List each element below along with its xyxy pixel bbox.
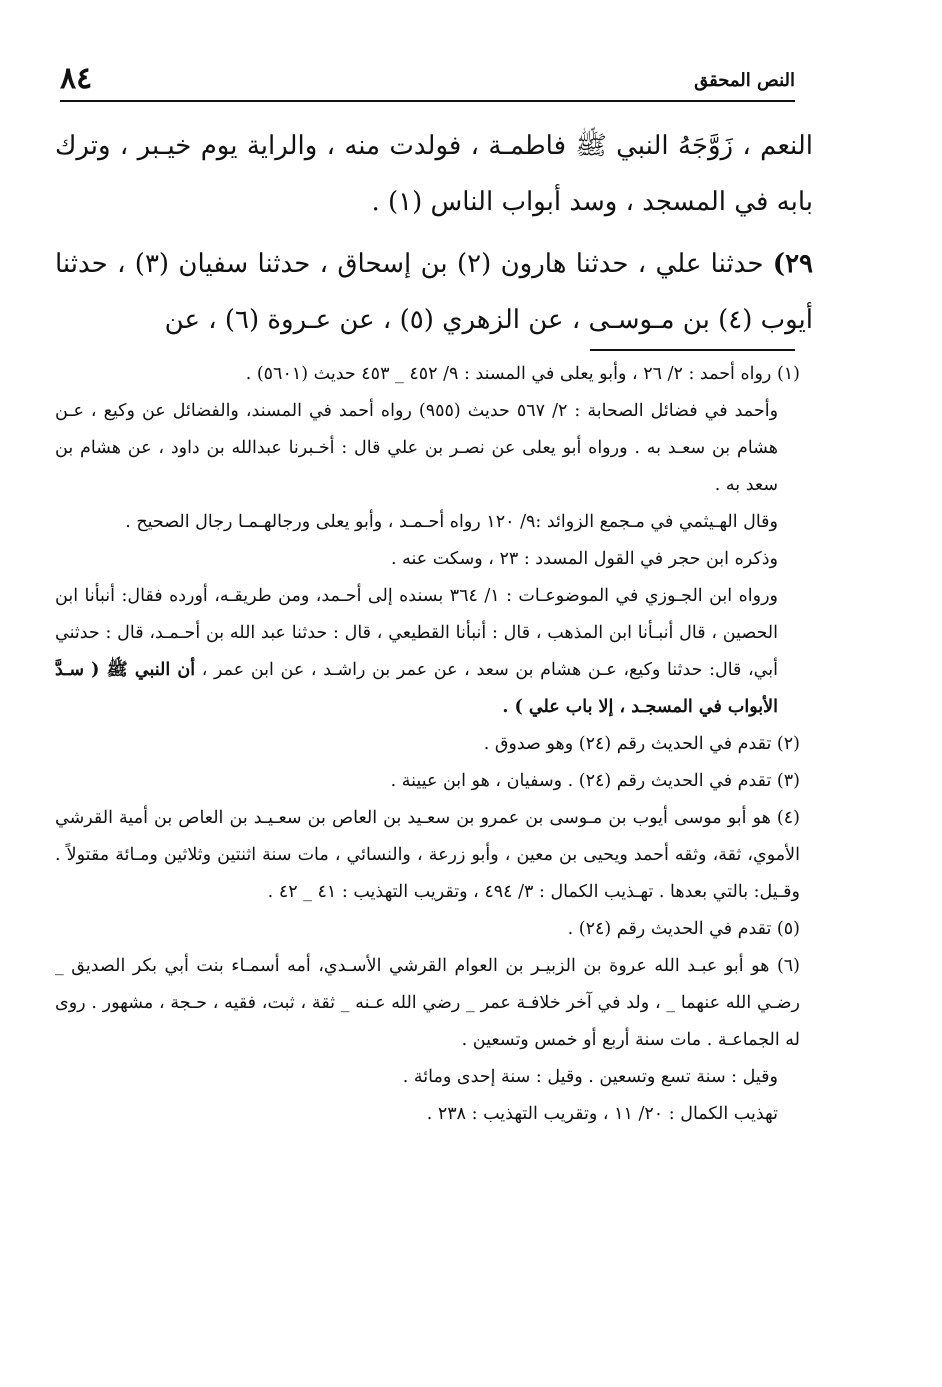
footnote-1-isnad-text: ورواه ابن الجـوزي في الموضوعـات : ١/ ٣٦٤ بسنده إلى أحـمد، ومن طريقـه، أورده فقال: أنبأنا ابن الحصين ، قال أنبـأنا ابن المذهب ، قال : أنبأنا القطيعي ، قال : حدثنا عبد الله بن أحـمـد، قال : حدثني أبي، قال: حدثنا وكيع، عـن هشام بن سعد ، عن عمر بن راشـد ، عن ابن عمر ، bbox=[55, 586, 779, 680]
footnote-1-cont-d: وذكره ابن حجر في القول المسدد : ٢٣ ، وسكت عنه . bbox=[390, 549, 778, 569]
page-header bbox=[60, 60, 795, 102]
footnote-separator bbox=[590, 349, 795, 351]
footnote-2: (٢) تقدم في الحديث رقم (٢٤) وهو صدوق . bbox=[483, 734, 800, 754]
footnote-6-cont-c: تهذيب الكمال : ٢٠/ ١١ ، وتقريب التهذيب : ٢٣٨ . bbox=[426, 1104, 778, 1124]
footnote-6: (٦) هو أبو عبـد الله عروة بن الزبيـر بن العوام القرشي الأسـدي، أمه أسمـاء بنت أبي بكر الصديق _ رضـي الله عنهما _ ، ولد في آخر خلافـة عمر _ رضي الله عـنه _ ثقة ، ثبت، فقيه ، حـجة ، مشهور . روى له الجماعـة . مات سنة أربع أو خمس وتسعين . bbox=[55, 956, 800, 1050]
footnote-5: (٥) تقدم في الحديث رقم (٢٤) . bbox=[567, 919, 800, 939]
hadith-paragraph bbox=[55, 236, 813, 348]
running-title: النص المحقق bbox=[694, 70, 795, 91]
footnote-1-matn-bold: أن النبي ﷺ ( سـدَّ الأبواب في المسجـد ، إلا باب علي ) . bbox=[55, 660, 778, 717]
footnote-1-cont-c: وقال الهـيثمي في مـجمع الزوائد :٩/ ١٢٠ رواه أحـمـد ، وأبو يعلى ورجالهـمـا رجال الصحيح . bbox=[125, 512, 778, 532]
page-number: ٨٤ bbox=[60, 61, 93, 96]
hadith-isnad: حدثنا علي ، حدثنا هارون (٢) بن إسحاق ، حدثنا سفيان (٣) ، حدثنا أيوب (٤) بن مـوسـى ، عن الزهري (٥) ، عن عـروة (٦) ، عن bbox=[55, 249, 813, 335]
main-text bbox=[55, 118, 813, 348]
main-paragraph-1: النعم ، زَوَّجَهُ النبي ﷺ فاطمـة ، فولدت منه ، والراية يوم خيـبر ، وترك بابه في المسجد ، وسد أبواب الناس (١) . bbox=[55, 131, 813, 217]
footnote-4: (٤) هو أبو موسى أيوب بن مـوسى بن عمرو بن سعـيد بن العاص بن سعـيـد بن العاص بن أمية القرشي الأموي، ثقة، وثقه أحمد ويحيى بن معين ، وأبو زرعة ، والنسائي ، مات سنة اثنتين وثلاثين ومـائة مقتولاً . وقـيل: بالتي بعدها . تهـذيب الكمال : ٣/ ٤٩٤ ، وتقريب التهذيب : ٤١ _ ٤٢ . bbox=[55, 808, 800, 902]
footnote-1-cont-b: وأحمد في فضائل الصحابة : ٢/ ٥٦٧ حديث (٩٥٥) رواه أحمد في المسند، والفضائل عن وكيع ، عـن هشام بن سعـد به . ورواه أبو يعلى عن نصـر بن علي قال : أخـبرنا عبدالله بن داود ، عن هشام بن سعد به . bbox=[55, 401, 779, 495]
footnotes bbox=[55, 356, 800, 1133]
footnote-1-cont-e bbox=[55, 578, 800, 726]
footnote-6-cont-b: وقيل : سنة تسع وتسعين . وقيل : سنة إحدى ومائة . bbox=[402, 1067, 778, 1087]
footnote-1: (١) رواه أحمد : ٢/ ٢٦ ، وأبو يعلى في المسند : ٩/ ٤٥٢ _ ٤٥٣ حديث (٥٦٠١) . bbox=[245, 364, 800, 384]
hadith-number: ٢٩) bbox=[772, 249, 813, 279]
footnote-3: (٣) تقدم في الحديث رقم (٢٤) . وسفيان ، هو ابن عيينة . bbox=[390, 771, 800, 791]
